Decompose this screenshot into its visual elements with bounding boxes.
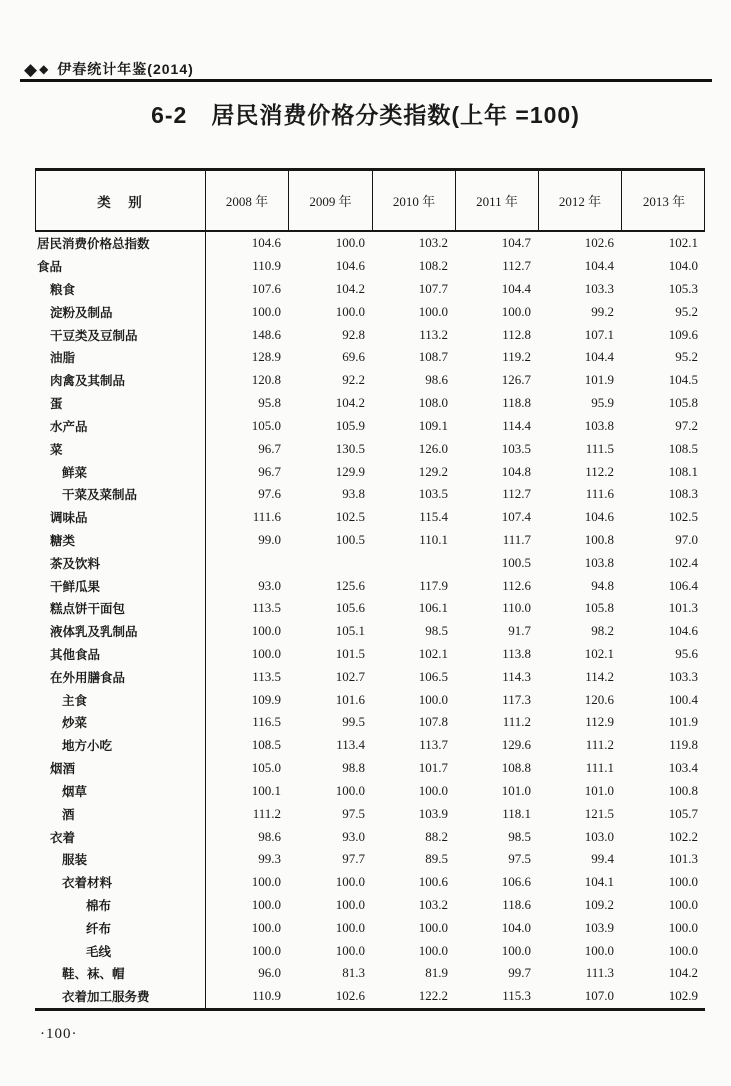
value-cell: 113.4 (336, 737, 365, 753)
category-cell: 居民消费价格总指数 (37, 237, 150, 252)
value-cell: 92.2 (342, 372, 365, 388)
value-cell: 101.3 (668, 851, 698, 867)
value-cell: 103.4 (668, 760, 698, 776)
table-row (35, 551, 705, 574)
yearbook-brand (24, 59, 194, 79)
value-cell: 100.4 (668, 691, 698, 707)
table-row (35, 665, 705, 688)
category-cell: 干鲜瓜果 (50, 579, 101, 594)
value-cell: 114.4 (502, 417, 531, 433)
value-cell: 98.5 (425, 623, 448, 639)
value-cell: 111.6 (585, 486, 614, 502)
value-cell: 96.7 (258, 463, 281, 479)
value-cell: 104.8 (501, 463, 531, 479)
value-cell: 100.0 (335, 874, 365, 890)
value-cell: 98.6 (258, 828, 281, 844)
value-cell: 104.4 (584, 258, 614, 274)
table-row (35, 529, 705, 552)
value-cell: 100.0 (418, 782, 448, 798)
value-cell: 97.2 (675, 417, 698, 433)
value-cell: 109.6 (668, 326, 698, 342)
page-title: 6-2 居民消费价格分类指数(上年 =100) (151, 102, 580, 128)
category-cell: 糕点饼干面包 (50, 602, 126, 617)
category-cell: 衣着加工服务费 (62, 990, 150, 1005)
value-cell: 100.0 (335, 235, 365, 251)
value-cell: 101.6 (335, 691, 365, 707)
value-cell: 100.0 (668, 919, 698, 935)
category-cell: 酒 (62, 807, 75, 822)
category-cell: 衣着 (50, 830, 76, 845)
table-row (35, 369, 705, 392)
category-cell: 烟酒 (50, 762, 76, 777)
value-cell: 114.3 (502, 668, 531, 684)
category-cell: 油脂 (50, 351, 76, 366)
value-cell: 109.2 (584, 896, 614, 912)
value-cell: 98.6 (425, 372, 448, 388)
value-cell: 100.0 (251, 896, 281, 912)
value-cell: 107.0 (584, 988, 614, 1004)
category-cell: 菜 (50, 442, 63, 457)
value-cell: 108.8 (501, 760, 531, 776)
table-row (35, 278, 705, 301)
category-cell: 毛线 (86, 944, 112, 959)
value-cell: 105.7 (668, 805, 698, 821)
value-cell: 102.5 (335, 509, 365, 525)
category-cell: 糖类 (50, 533, 76, 548)
value-cell: 103.8 (584, 554, 614, 570)
value-cell: 101.3 (668, 600, 698, 616)
table-row (35, 483, 705, 506)
value-cell: 104.2 (335, 395, 365, 411)
value-cell: 100.8 (584, 531, 614, 547)
value-cell: 117.3 (502, 691, 531, 707)
value-cell: 107.6 (251, 281, 281, 297)
category-cell: 棉布 (86, 898, 112, 913)
value-cell: 103.0 (584, 828, 614, 844)
value-cell: 105.6 (335, 600, 365, 616)
value-cell: 122.2 (418, 988, 448, 1004)
value-cell: 117.9 (419, 577, 448, 593)
value-cell: 103.5 (501, 440, 531, 456)
table-row (35, 848, 705, 871)
value-cell: 99.0 (258, 531, 281, 547)
value-cell: 106.6 (501, 874, 531, 890)
category-cell: 粮食 (50, 283, 76, 298)
value-cell: 92.8 (342, 326, 365, 342)
value-cell: 100.0 (418, 942, 448, 958)
value-cell: 102.7 (335, 668, 365, 684)
value-cell: 106.4 (668, 577, 698, 593)
value-cell: 102.6 (584, 235, 614, 251)
table-row (35, 643, 705, 666)
value-cell: 93.0 (342, 828, 365, 844)
value-cell: 97.7 (342, 851, 365, 867)
category-cell: 地方小吃 (62, 739, 113, 754)
table-row (35, 939, 705, 962)
value-cell: 121.5 (584, 805, 614, 821)
value-cell: 103.3 (668, 668, 698, 684)
value-cell: 120.8 (251, 372, 281, 388)
value-cell: 111.2 (502, 714, 531, 730)
table-row (35, 757, 705, 780)
value-cell: 108.5 (251, 737, 281, 753)
value-cell: 100.0 (251, 646, 281, 662)
value-cell: 107.1 (584, 326, 614, 342)
value-cell: 113.7 (419, 737, 448, 753)
table-row (35, 688, 705, 711)
value-cell: 103.2 (418, 235, 448, 251)
table-row (35, 802, 705, 825)
value-cell: 104.4 (501, 281, 531, 297)
table-row (35, 894, 705, 917)
value-cell: 110.9 (252, 988, 281, 1004)
value-cell: 128.9 (251, 349, 281, 365)
value-cell: 104.6 (335, 258, 365, 274)
diamond-icon-small: ◆ (39, 62, 50, 76)
value-cell: 105.9 (335, 417, 365, 433)
value-cell: 89.5 (425, 851, 448, 867)
category-cell: 鞋、袜、帽 (62, 967, 125, 982)
stub-column-rule (205, 232, 206, 1008)
value-cell: 112.7 (502, 486, 531, 502)
value-cell: 129.9 (335, 463, 365, 479)
value-cell: 102.1 (418, 646, 448, 662)
table-row (35, 415, 705, 438)
page-number: ·100· (40, 1026, 78, 1042)
value-cell: 114.2 (585, 668, 614, 684)
value-cell: 81.9 (425, 965, 448, 981)
value-cell: 100.0 (418, 919, 448, 935)
value-cell: 100.8 (668, 782, 698, 798)
value-cell: 99.2 (591, 303, 614, 319)
value-cell: 95.8 (258, 395, 281, 411)
value-cell: 104.4 (584, 349, 614, 365)
value-cell: 119.8 (669, 737, 698, 753)
value-cell: 95.2 (675, 349, 698, 365)
value-cell: 104.6 (251, 235, 281, 251)
value-cell: 111.2 (252, 805, 281, 821)
value-cell: 100.0 (251, 623, 281, 639)
value-cell: 108.3 (668, 486, 698, 502)
value-cell: 88.2 (425, 828, 448, 844)
value-cell: 100.0 (335, 919, 365, 935)
value-cell: 100.0 (668, 896, 698, 912)
value-cell: 103.9 (584, 919, 614, 935)
value-cell: 106.5 (418, 668, 448, 684)
category-cell: 干豆类及豆制品 (50, 328, 138, 343)
value-cell: 102.1 (668, 235, 698, 251)
column-header: 2012 年 (539, 171, 622, 230)
value-cell: 101.9 (668, 714, 698, 730)
category-cell: 纤布 (86, 921, 112, 936)
value-cell: 95.2 (675, 303, 698, 319)
value-cell: 100.0 (335, 896, 365, 912)
value-cell: 100.0 (251, 942, 281, 958)
value-cell: 105.8 (668, 395, 698, 411)
value-cell: 99.7 (508, 965, 531, 981)
value-cell: 111.3 (585, 965, 614, 981)
column-header: 2010 年 (373, 171, 456, 230)
value-cell: 100.6 (418, 874, 448, 890)
value-cell: 100.0 (668, 942, 698, 958)
value-cell: 97.0 (675, 531, 698, 547)
value-cell: 100.0 (501, 942, 531, 958)
value-cell: 101.5 (335, 646, 365, 662)
value-cell: 118.6 (502, 896, 531, 912)
value-cell: 93.0 (258, 577, 281, 593)
value-cell: 115.3 (502, 988, 531, 1004)
table-row (35, 255, 705, 278)
table-row (35, 574, 705, 597)
table-row (35, 825, 705, 848)
value-cell: 120.6 (584, 691, 614, 707)
value-cell: 108.5 (668, 440, 698, 456)
value-cell: 105.8 (584, 600, 614, 616)
value-cell: 100.5 (335, 531, 365, 547)
value-cell: 111.6 (252, 509, 281, 525)
value-cell: 93.8 (342, 486, 365, 502)
value-cell: 105.0 (251, 417, 281, 433)
value-cell: 98.8 (342, 760, 365, 776)
value-cell: 100.0 (668, 874, 698, 890)
table-row (35, 232, 705, 255)
value-cell: 129.6 (501, 737, 531, 753)
value-cell: 91.7 (508, 623, 531, 639)
column-header: 2009 年 (289, 171, 373, 230)
value-cell: 108.2 (418, 258, 448, 274)
value-cell: 94.8 (591, 577, 614, 593)
table-row (35, 734, 705, 757)
value-cell: 113.5 (252, 600, 281, 616)
value-cell: 100.0 (501, 303, 531, 319)
value-cell: 108.0 (418, 395, 448, 411)
table-row (35, 916, 705, 939)
category-cell: 淀粉及制品 (50, 305, 113, 320)
value-cell: 100.0 (335, 942, 365, 958)
value-cell: 110.1 (419, 531, 448, 547)
value-cell: 106.1 (418, 600, 448, 616)
value-cell: 102.9 (668, 988, 698, 1004)
value-cell: 107.4 (501, 509, 531, 525)
value-cell: 126.0 (418, 440, 448, 456)
value-cell: 104.7 (501, 235, 531, 251)
value-cell: 96.0 (258, 965, 281, 981)
value-cell: 119.2 (502, 349, 531, 365)
category-cell: 水产品 (50, 419, 88, 434)
value-cell: 111.5 (585, 440, 614, 456)
category-cell: 调味品 (50, 511, 88, 526)
value-cell: 103.5 (418, 486, 448, 502)
value-cell: 101.0 (584, 782, 614, 798)
value-cell: 112.2 (585, 463, 614, 479)
value-cell: 100.0 (418, 303, 448, 319)
value-cell: 109.1 (418, 417, 448, 433)
category-cell: 干菜及菜制品 (62, 488, 138, 503)
value-cell: 111.1 (585, 760, 614, 776)
value-cell: 99.4 (591, 851, 614, 867)
value-cell: 103.2 (418, 896, 448, 912)
value-cell: 97.5 (508, 851, 531, 867)
value-cell: 107.8 (418, 714, 448, 730)
table-row (35, 962, 705, 985)
category-cell: 主食 (62, 693, 88, 708)
category-cell: 鲜菜 (62, 465, 88, 480)
value-cell: 104.6 (584, 509, 614, 525)
value-cell: 107.7 (418, 281, 448, 297)
table-row (35, 323, 705, 346)
table-row (35, 620, 705, 643)
value-cell: 116.5 (252, 714, 281, 730)
value-cell: 118.1 (502, 805, 531, 821)
column-header: 2011 年 (456, 171, 539, 230)
table-body (35, 232, 705, 1011)
value-cell: 129.2 (418, 463, 448, 479)
value-cell: 104.1 (584, 874, 614, 890)
table-row (35, 780, 705, 803)
value-cell: 105.1 (335, 623, 365, 639)
yearbook-brand-label: 伊春统计年鉴(2014) (57, 61, 194, 77)
table-row (35, 711, 705, 734)
value-cell: 105.3 (668, 281, 698, 297)
value-cell: 126.7 (501, 372, 531, 388)
value-cell: 100.0 (335, 303, 365, 319)
category-cell: 在外用膳食品 (50, 670, 126, 685)
category-cell: 食品 (37, 260, 63, 275)
header-rule (20, 79, 712, 82)
value-cell: 96.7 (258, 440, 281, 456)
value-cell: 98.5 (508, 828, 531, 844)
value-cell: 104.5 (668, 372, 698, 388)
value-cell: 100.0 (251, 303, 281, 319)
category-cell: 服装 (62, 853, 88, 868)
table-row (35, 300, 705, 323)
value-cell: 112.9 (585, 714, 614, 730)
value-cell: 110.0 (502, 600, 531, 616)
value-cell: 104.6 (668, 623, 698, 639)
value-cell: 109.9 (251, 691, 281, 707)
table-row (35, 392, 705, 415)
value-cell: 100.0 (251, 919, 281, 935)
value-cell: 102.5 (668, 509, 698, 525)
value-cell: 81.3 (342, 965, 365, 981)
value-cell: 95.9 (591, 395, 614, 411)
table-row (35, 597, 705, 620)
value-cell: 100.0 (251, 874, 281, 890)
value-cell: 95.6 (675, 646, 698, 662)
value-cell: 148.6 (251, 326, 281, 342)
value-cell: 97.5 (342, 805, 365, 821)
value-cell: 100.1 (251, 782, 281, 798)
column-header: 类 别 (36, 171, 206, 230)
category-cell: 蛋 (50, 397, 63, 412)
value-cell: 104.0 (668, 258, 698, 274)
value-cell: 97.6 (258, 486, 281, 502)
value-cell: 98.2 (591, 623, 614, 639)
value-cell: 111.2 (585, 737, 614, 753)
value-cell: 103.9 (418, 805, 448, 821)
value-cell: 100.0 (584, 942, 614, 958)
value-cell: 112.8 (502, 326, 531, 342)
category-cell: 茶及饮料 (50, 556, 101, 571)
value-cell: 100.0 (418, 691, 448, 707)
table-row (35, 985, 705, 1008)
value-cell: 101.0 (501, 782, 531, 798)
value-cell: 103.3 (584, 281, 614, 297)
value-cell: 99.3 (258, 851, 281, 867)
value-cell: 101.9 (584, 372, 614, 388)
value-cell: 102.2 (668, 828, 698, 844)
value-cell: 104.2 (668, 965, 698, 981)
value-cell: 130.5 (335, 440, 365, 456)
category-cell: 其他食品 (50, 648, 101, 663)
value-cell: 102.4 (668, 554, 698, 570)
value-cell: 110.9 (252, 258, 281, 274)
category-cell: 液体乳及乳制品 (50, 625, 138, 640)
value-cell: 111.7 (502, 531, 531, 547)
value-cell: 99.5 (342, 714, 365, 730)
value-cell: 108.7 (418, 349, 448, 365)
value-cell: 118.8 (502, 395, 531, 411)
diamond-icon-large: ◆ (24, 59, 39, 79)
category-cell: 烟草 (62, 784, 88, 799)
table-row (35, 346, 705, 369)
value-cell: 112.7 (502, 258, 531, 274)
table-row (35, 460, 705, 483)
value-cell: 102.6 (335, 988, 365, 1004)
category-cell: 炒菜 (62, 716, 88, 731)
value-cell: 113.2 (419, 326, 448, 342)
value-cell: 113.8 (502, 646, 531, 662)
value-cell: 125.6 (335, 577, 365, 593)
value-cell: 69.6 (342, 349, 365, 365)
table-header (35, 168, 705, 232)
column-header: 2013 年 (642, 194, 686, 209)
value-cell: 102.1 (584, 646, 614, 662)
category-cell: 衣着材料 (62, 876, 113, 891)
value-cell: 101.7 (418, 760, 448, 776)
value-cell: 100.0 (335, 782, 365, 798)
value-cell: 112.6 (502, 577, 531, 593)
value-cell: 104.0 (501, 919, 531, 935)
table-row (35, 506, 705, 529)
value-cell: 104.2 (335, 281, 365, 297)
value-cell: 115.4 (419, 509, 448, 525)
category-cell: 肉禽及其制品 (50, 374, 126, 389)
table-row (35, 437, 705, 460)
value-cell: 105.0 (251, 760, 281, 776)
cpi-table (35, 168, 705, 1011)
value-cell: 108.1 (668, 463, 698, 479)
column-header: 2008 年 (206, 171, 289, 230)
value-cell: 100.5 (501, 554, 531, 570)
value-cell: 103.8 (584, 417, 614, 433)
value-cell: 113.5 (252, 668, 281, 684)
table-row (35, 871, 705, 894)
